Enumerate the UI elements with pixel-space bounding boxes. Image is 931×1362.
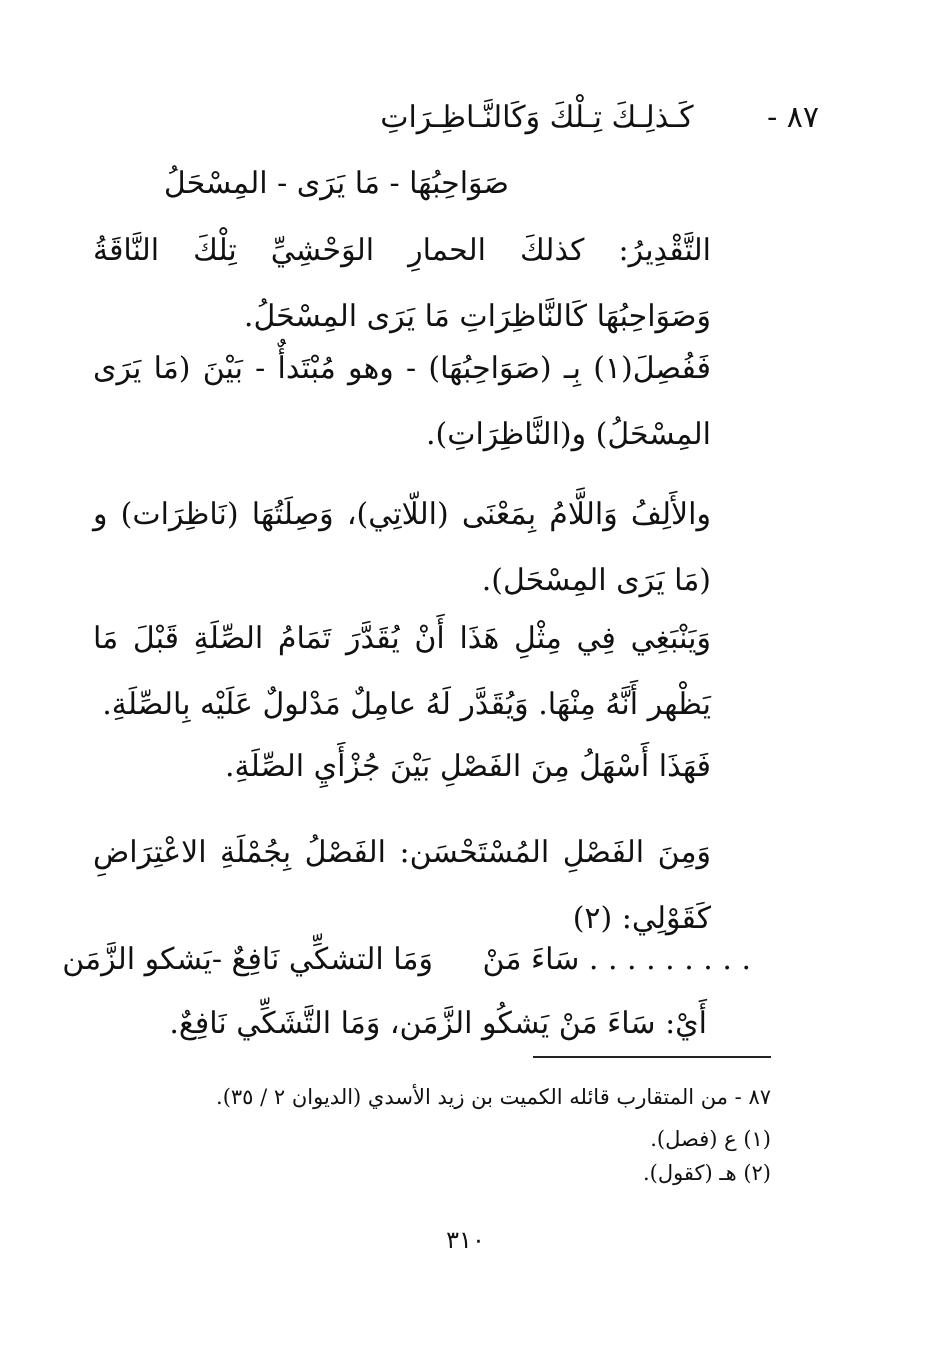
footnote-separator — [533, 1056, 771, 1058]
paragraph-text: وَمِنَ الفَصْلِ المُسْتَحْسَن: الفَصْلُ بِجُمْلَةِ الاعْتِرَاضِ كَقَوْلِي: (٢) — [93, 835, 711, 936]
footnote-1: (١) ع (فصل). — [650, 1127, 771, 1151]
paragraph-mustahsan — [93, 820, 773, 952]
verse-first-hemistich: كَـذلِـكَ تِـلْكَ وَكَالنَّـاظِـرَاتِ — [380, 100, 694, 135]
paragraph-fasl — [93, 336, 773, 468]
poem-ajuz: وَمَا التشكِّي نَافِعٌ -يَشكو الزَّمَن — [62, 942, 433, 977]
footnote-87: ٨٧ - من المتقارب قائله الكميت بن زيد الأسدي (الديوان ٢ / ٣٥). — [216, 1085, 771, 1109]
paragraph-text: فَفُصِلَ(١) بِـ (صَوَاحِبُهَا) - وهو مُبْتَدأٌ - بَيْنَ (مَا يَرَى المِسْحَلُ) و(النَّاظِرَاتِ). — [93, 351, 711, 452]
footnote-2: (٢) هـ (كقول). — [642, 1161, 771, 1185]
poem-sadr: . . . . . . . . . سَاءَ مَنْ — [482, 942, 751, 977]
paragraph-text: وَيَنْبَغِي فِي مِثْلِ هَذَا أَنْ يُقَدَّرَ تَمَامُ الصِّلَةِ قَبْلَ مَا يَظْهر أَنَّهُ مِنْهَا. وَيُقَدَّر لَهُ عامِلٌ مَدْلولٌ عَلَيْه بِالصِّلَةِ. — [93, 621, 711, 722]
poem-line — [62, 940, 751, 980]
verse-second-hemistich: صَوَاحِبُهَا - مَا يَرَى - المِسْحَلُ — [163, 166, 509, 201]
paragraph-alif-lam — [93, 482, 773, 614]
verse-number: ٨٧ - — [767, 100, 819, 135]
paragraph-text: فَهَذَا أَسْهَلُ مِنَ الفَصْلِ بَيْنَ جُزْأَيِ الصِّلَةِ. — [225, 749, 711, 784]
paragraph-taqdir — [93, 218, 773, 350]
paragraph-text: التَّقْدِيرُ: كذلكَ الحمارِ الوَحْشِيِّ تِلْكَ النَّاقَةُ وَصَوَاحِبُهَا كَالنَّاظِرَاتِ مَا يَرَى المِسْحَلُ. — [93, 233, 711, 334]
verse-first-line — [119, 98, 819, 138]
paragraph-yanbaghi — [93, 606, 773, 738]
paragraph-text: والأَلِفُ وَاللَّامُ بِمَعْنَى (اللّاتِي)، وَصِلَتُهَا (نَاظِرَات) و (مَا يَرَى المِسْحَل). — [93, 497, 711, 598]
page-number: ٣١٠ — [446, 1226, 485, 1254]
poem-explanation: أَيْ: سَاءَ مَنْ يَشكُو الزَّمَن، وَمَا التَّشَكِّي نَافِعٌ. — [169, 1006, 707, 1041]
paragraph-ashal — [93, 734, 773, 800]
